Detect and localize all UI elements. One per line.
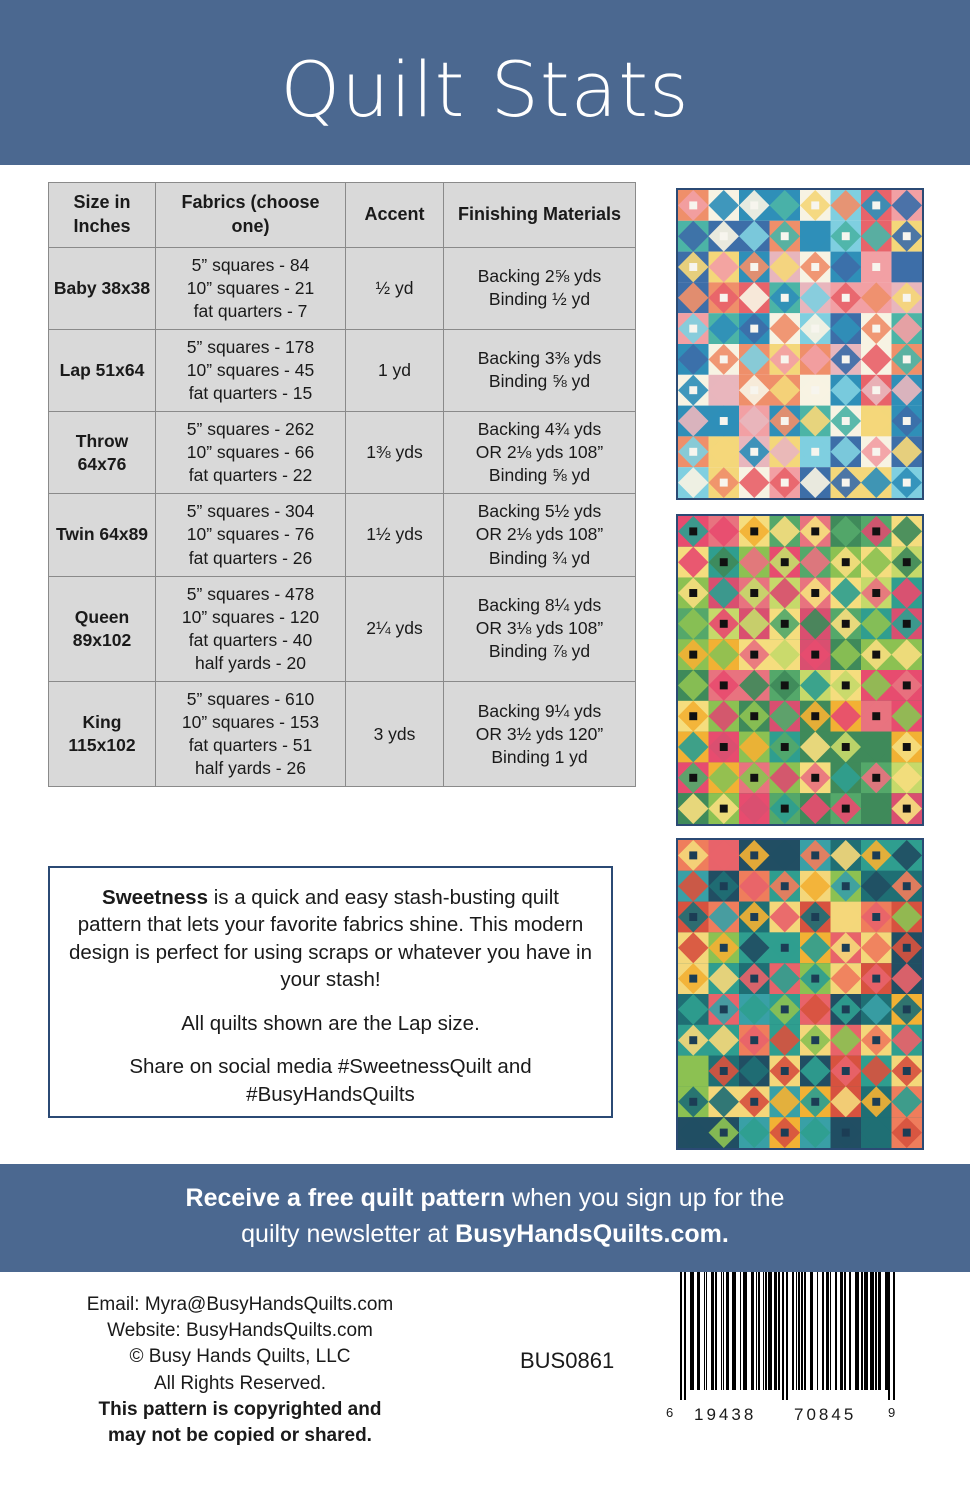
newsletter-line2-pre: quilty newsletter at [241, 1220, 456, 1249]
description-paragraph-1 [68, 884, 593, 994]
cell-finishing: Backing 2⅝ yds Binding ½ yd [444, 247, 636, 329]
cell-accent: 1 yd [346, 329, 444, 411]
cell-accent: 2¼ yds [346, 576, 444, 681]
cell-accent: 1⅜ yds [346, 412, 444, 494]
column-header-accent: Accent [346, 183, 444, 248]
table-row [49, 494, 636, 576]
cell-size: Twin 64x89 [49, 494, 156, 576]
column-header-finishing: Finishing Materials [444, 183, 636, 248]
cell-size: Lap 51x64 [49, 329, 156, 411]
table-header-row [49, 183, 636, 248]
table-row [49, 412, 636, 494]
table-row [49, 576, 636, 681]
cell-fabrics: 5” squares - 178 10” squares - 45 fat quarters - 15 [156, 329, 346, 411]
table-row [49, 247, 636, 329]
column-header-size: Size in Inches [49, 183, 156, 248]
cell-size: Queen 89x102 [49, 576, 156, 681]
cell-size: King 115x102 [49, 682, 156, 787]
quilt-photo-bright-multicolor [676, 188, 924, 500]
footer-email[interactable]: Email: Myra@BusyHandsQuilts.com [86, 1294, 394, 1315]
cell-finishing: Backing 4¾ yds OR 2⅛ yds 108” Binding ⅝ yd [444, 412, 636, 494]
barcode-right-digit: 9 [888, 1405, 896, 1420]
cell-finishing: Backing 8¼ yds OR 3⅛ yds 108” Binding ⅞ yd [444, 576, 636, 681]
cell-fabrics: 5” squares - 478 10” squares - 120 fat quarters - 40 half yards - 20 [156, 576, 346, 681]
sku-code: BUS0861 [520, 1348, 615, 1373]
cell-fabrics: 5” squares - 84 10” squares - 21 fat quarters - 7 [156, 247, 346, 329]
barcode-group-2: 70845 [794, 1405, 857, 1424]
barcode [666, 1272, 900, 1427]
quilt-stats-table-wrapper [48, 182, 636, 787]
barcode-group-1: 19438 [694, 1405, 757, 1424]
footer-copyright: © Busy Hands Quilts, LLC [129, 1346, 351, 1368]
cell-accent: ½ yd [346, 247, 444, 329]
cell-fabrics: 5” squares - 610 10” squares - 153 fat quarters - 51 half yards - 26 [156, 682, 346, 787]
cell-finishing: Backing 9¼ yds OR 3½ yds 120” Binding 1 yd [444, 682, 636, 787]
cell-fabrics: 5” squares - 262 10” squares - 66 fat quarters - 22 [156, 412, 346, 494]
footer-contact-block [30, 1292, 450, 1449]
table-row [49, 329, 636, 411]
barcode-left-digit: 6 [666, 1405, 674, 1420]
footer-notice-line-2: may not be copied or shared. [108, 1425, 372, 1447]
quilt-stats-table [48, 182, 636, 787]
quilt-photo-teal-coral [676, 838, 924, 1150]
cell-finishing: Backing 3⅜ yds Binding ⅝ yd [444, 329, 636, 411]
cell-accent: 1½ yds [346, 494, 444, 576]
newsletter-website-link[interactable]: BusyHandsQuilts.com. [455, 1220, 729, 1249]
quilt-photo-green-floral [676, 514, 924, 826]
footer-notice-line-1: This pattern is copyrighted and [98, 1398, 382, 1420]
footer-rights: All Rights Reserved. [153, 1372, 327, 1394]
cell-fabrics: 5” squares - 304 10” squares - 76 fat quarters - 26 [156, 494, 346, 576]
newsletter-offer-rest: when you sign up for the [505, 1184, 785, 1212]
description-paragraph-1-rest: is a quick and easy stash-busting quilt pattern that lets your favorite fabrics shine. This modern design is perfect for using scraps or whatever you have in your stash! [68, 886, 593, 992]
column-header-fabrics: Fabrics (choose one) [156, 183, 346, 248]
newsletter-line-1 [0, 1180, 970, 1216]
newsletter-band [0, 1164, 970, 1272]
newsletter-offer-strong: Receive a free quilt pattern [185, 1184, 506, 1212]
cell-size: Baby 38x38 [49, 247, 156, 329]
pattern-name: Sweetness [102, 886, 208, 909]
barcode-digits [666, 1405, 900, 1427]
newsletter-line-2 [0, 1216, 970, 1252]
description-paragraph-3: Share on social media #SweetnessQuilt and #BusyHandsQuilts [129, 1055, 532, 1106]
footer-website[interactable]: Website: BusyHandsQuilts.com [107, 1320, 373, 1342]
cell-finishing: Backing 5½ yds OR 2⅛ yds 108” Binding ¾ yd [444, 494, 636, 576]
pattern-description-box [48, 866, 613, 1118]
page-title: Quilt Stats [280, 45, 690, 134]
cell-accent: 3 yds [346, 682, 444, 787]
description-paragraph-2: All quilts shown are the Lap size. [181, 1011, 480, 1035]
cell-size: Throw 64x76 [49, 412, 156, 494]
table-row [49, 682, 636, 787]
